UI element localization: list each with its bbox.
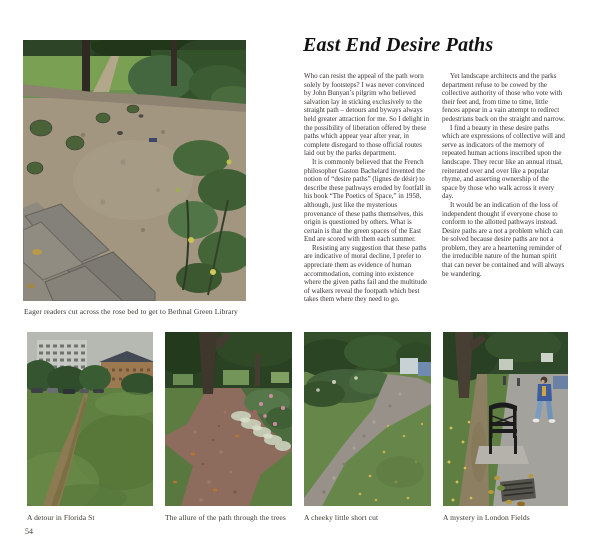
paragraph: Who can resist the appeal of the path worn solely by footsteps? I was never convinced by John Bunyan’s pilgrim who believed salvation lay in sticking exclusively to the straight path – detours and byways always held greater attraction for me. So I delight in the possibility of liberation offered by these paths which appear year after year, in complete disregard to those official routes laid out by the parks department. (304, 72, 429, 158)
paragraph: Resisting any suggestion that these paths are indicative of moral decline, I prefer to appreciate them as evidence of human accommodation, coming into existence where the given paths fail and the multitude of walkers reveal the footpath which best takes them where they need to go. (304, 243, 428, 304)
article-title: East End Desire Paths (303, 34, 494, 56)
photo-short-cut-art (304, 332, 431, 506)
paragraph: It would be an indication of the loss of independent thought if everyone chose to conform to the allotted pathways instead. Desire paths are a not a problem which can be solved because desire paths are not a problem, they are a heartening reminder of the irreducible nature of the human spirit that can never be contained and will always be wandering. (442, 200, 565, 278)
main-photo-caption: Eager readers cut across the rose bed to get to Bethnal Green Library (24, 307, 238, 316)
page-number: 54 (25, 527, 33, 536)
photo-london-fields-caption: A mystery in London Fields (443, 513, 530, 522)
photo-short-cut-caption: A cheeky little short cut (304, 513, 379, 522)
paragraph: Yet landscape architects and the parks department refuse to be cowed by the collective authority of those who vote with their feet and, from time to time, little fences appear in a vain attempt to redirect pedestrians back on the straight and narrow. (442, 72, 565, 123)
article-column-2 (442, 72, 566, 278)
photo-path-through-trees-caption: The allure of the path through the trees (165, 513, 286, 522)
paragraph: I find a beauty in these desire paths which are expressions of collective will and serve as indicators of the memory of repeated human actions inscribed upon the landscape. They recur like an annual ritual, reiterated over and over like a popular rhyme, and asserting ownership of the space by those who walk across it every day. (442, 123, 565, 201)
photo-london-fields-art (443, 332, 568, 506)
paragraph: It is commonly believed that the French philosopher Gaston Bachelard invented the notion of “desire paths” (lignes de désir) to describe these pathways eroded by footfall in his book “The Poetics of Space,” in 1958, although, just like the mysterious provenance of these paths themselves, this origin is questioned by others. What is certain is that the green spaces of the East End are scored with them each summer. (304, 157, 431, 244)
photo-path-through-trees-art (165, 332, 292, 506)
main-photo (23, 40, 246, 301)
photo-florida-st-caption: A detour in Florida St (27, 513, 95, 522)
photo-florida-st (27, 332, 153, 506)
main-photo-art (23, 40, 246, 301)
photo-florida-st-art (27, 332, 153, 506)
photo-path-through-trees (165, 332, 292, 506)
photo-london-fields (443, 332, 568, 506)
article-column-1 (304, 72, 431, 304)
photo-short-cut (304, 332, 431, 506)
